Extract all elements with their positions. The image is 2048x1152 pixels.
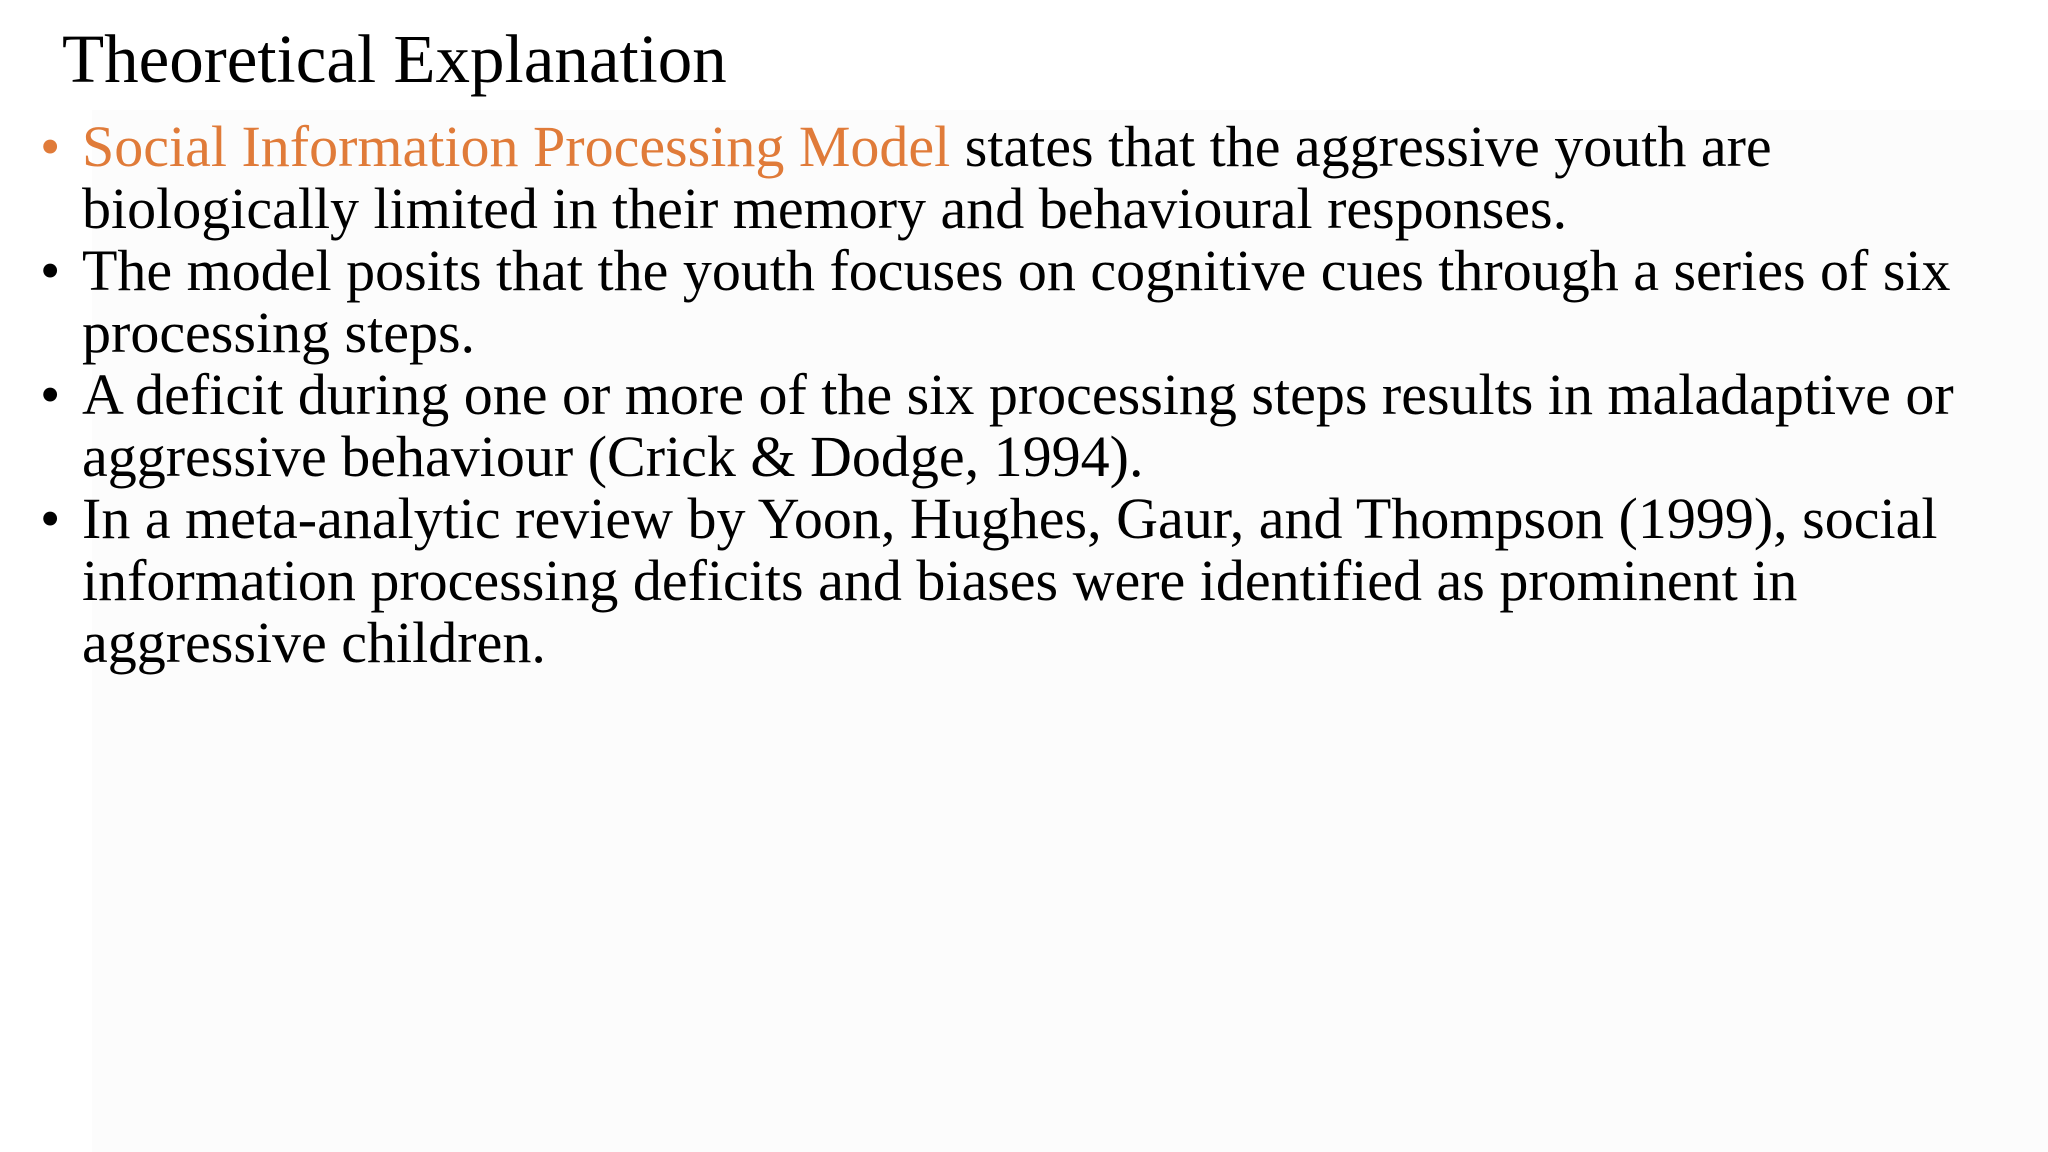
bullet-marker: • [40,238,61,303]
highlighted-term: Social Information Processing Model [82,114,951,179]
bullet-marker: • [40,486,61,551]
bullet-body-text: states that the aggressive youth are biologically limited in their memory and behavioural responses. [82,114,1772,241]
slide-title: Theoretical Explanation [62,21,727,97]
bullet-text: A deficit during one or more of the six processing steps results in maladaptive or aggressive behaviour (Crick & Dodge, 1994). [82,362,1954,489]
bullet-text [82,116,2030,240]
bullet-item-4 [40,488,2030,674]
bullet-text: In a meta-analytic review by Yoon, Hughes, Gaur, and Thompson (1999), social information processing deficits and biases were identified as prominent in aggressive children. [82,486,1938,675]
bullet-item-1 [40,116,2030,240]
bullet-list [40,116,2030,674]
bullet-marker: • [40,362,61,427]
bullet-item-2 [40,240,2030,364]
bullet-marker: • [40,114,61,179]
bullet-item-3 [40,364,2030,488]
bullet-text: The model posits that the youth focuses on cognitive cues through a series of six processing steps. [82,238,1951,365]
